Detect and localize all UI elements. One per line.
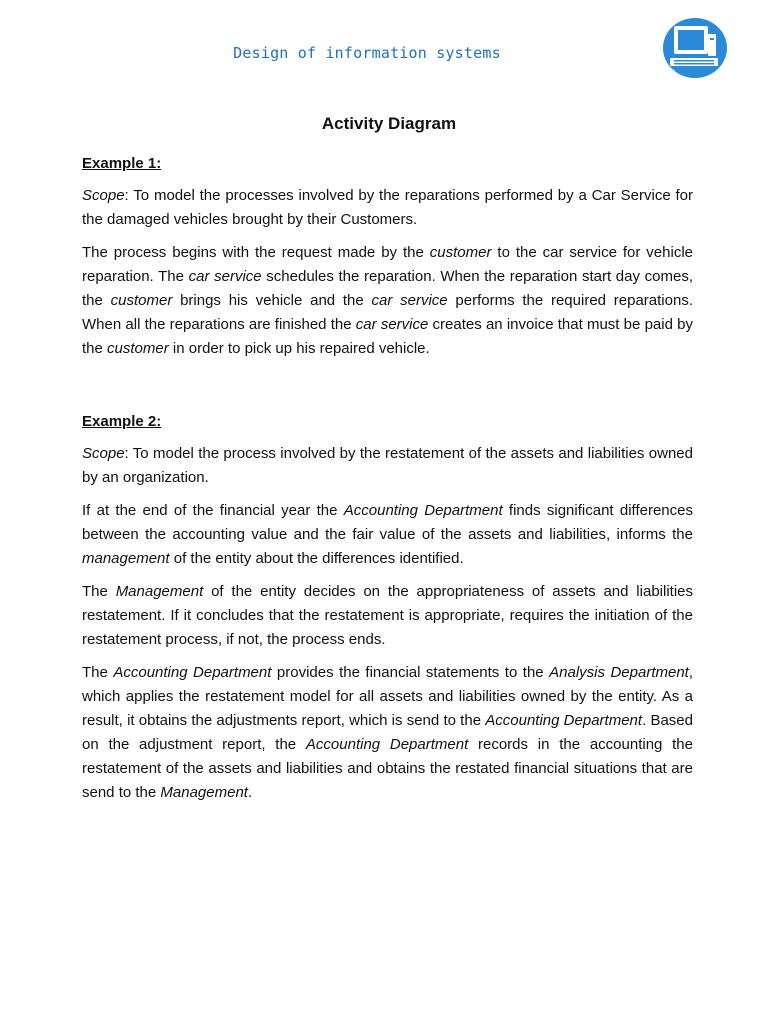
- section-gap: [82, 370, 693, 410]
- example-1-scope: Scope: To model the processes involved by the reparations performed by a Car Service for the damaged vehicles brought by their Customers.: [82, 187, 693, 228]
- document-title: Activity Diagram: [321, 114, 457, 133]
- document-body: [82, 152, 693, 814]
- example-2-scope: Scope: To model the process involved by the restatement of the assets and liabilities owned by an organization.: [82, 445, 693, 486]
- computer-icon: [658, 14, 728, 80]
- example-2-paragraph-3: The Accounting Department provides the financial statements to the Analysis Department, which applies the restatement model for all assets and liabilities owned by the entity. As a result, it obtains the adjustments report, which is send to the Accounting Department. Based on the adjustment report, the Accounting Department records in the accounting the restatement of the assets and liabilities and obtains the restated financial situations that are send to the Management.: [82, 664, 694, 801]
- example-1-paragraph: The process begins with the request made by the customer to the car service for vehicle reparation. The car service schedules the reparation. When the reparation start day comes, the customer brings his vehicle and the car service performs the required reparations. When all the reparations are finished the car service creates an invoice that must be paid by the customer in order to pick up his repaired vehicle.: [82, 244, 693, 357]
- example-2-paragraph-1: If at the end of the financial year the Accounting Department finds significant differences between the accounting value and the fair value of the assets and liabilities, informs the management of the entity about the differences identified.: [82, 502, 693, 567]
- example-2-paragraph-2: The Management of the entity decides on the appropriateness of assets and liabilities restatement. If it concludes that the restatement is appropriate, requires the initiation of the restatement process, if not, the process ends.: [82, 583, 693, 648]
- example-2-heading: Example 2:: [82, 413, 162, 430]
- example-1-heading: Example 1:: [82, 155, 162, 172]
- header-title: Design of information systems: [233, 44, 501, 62]
